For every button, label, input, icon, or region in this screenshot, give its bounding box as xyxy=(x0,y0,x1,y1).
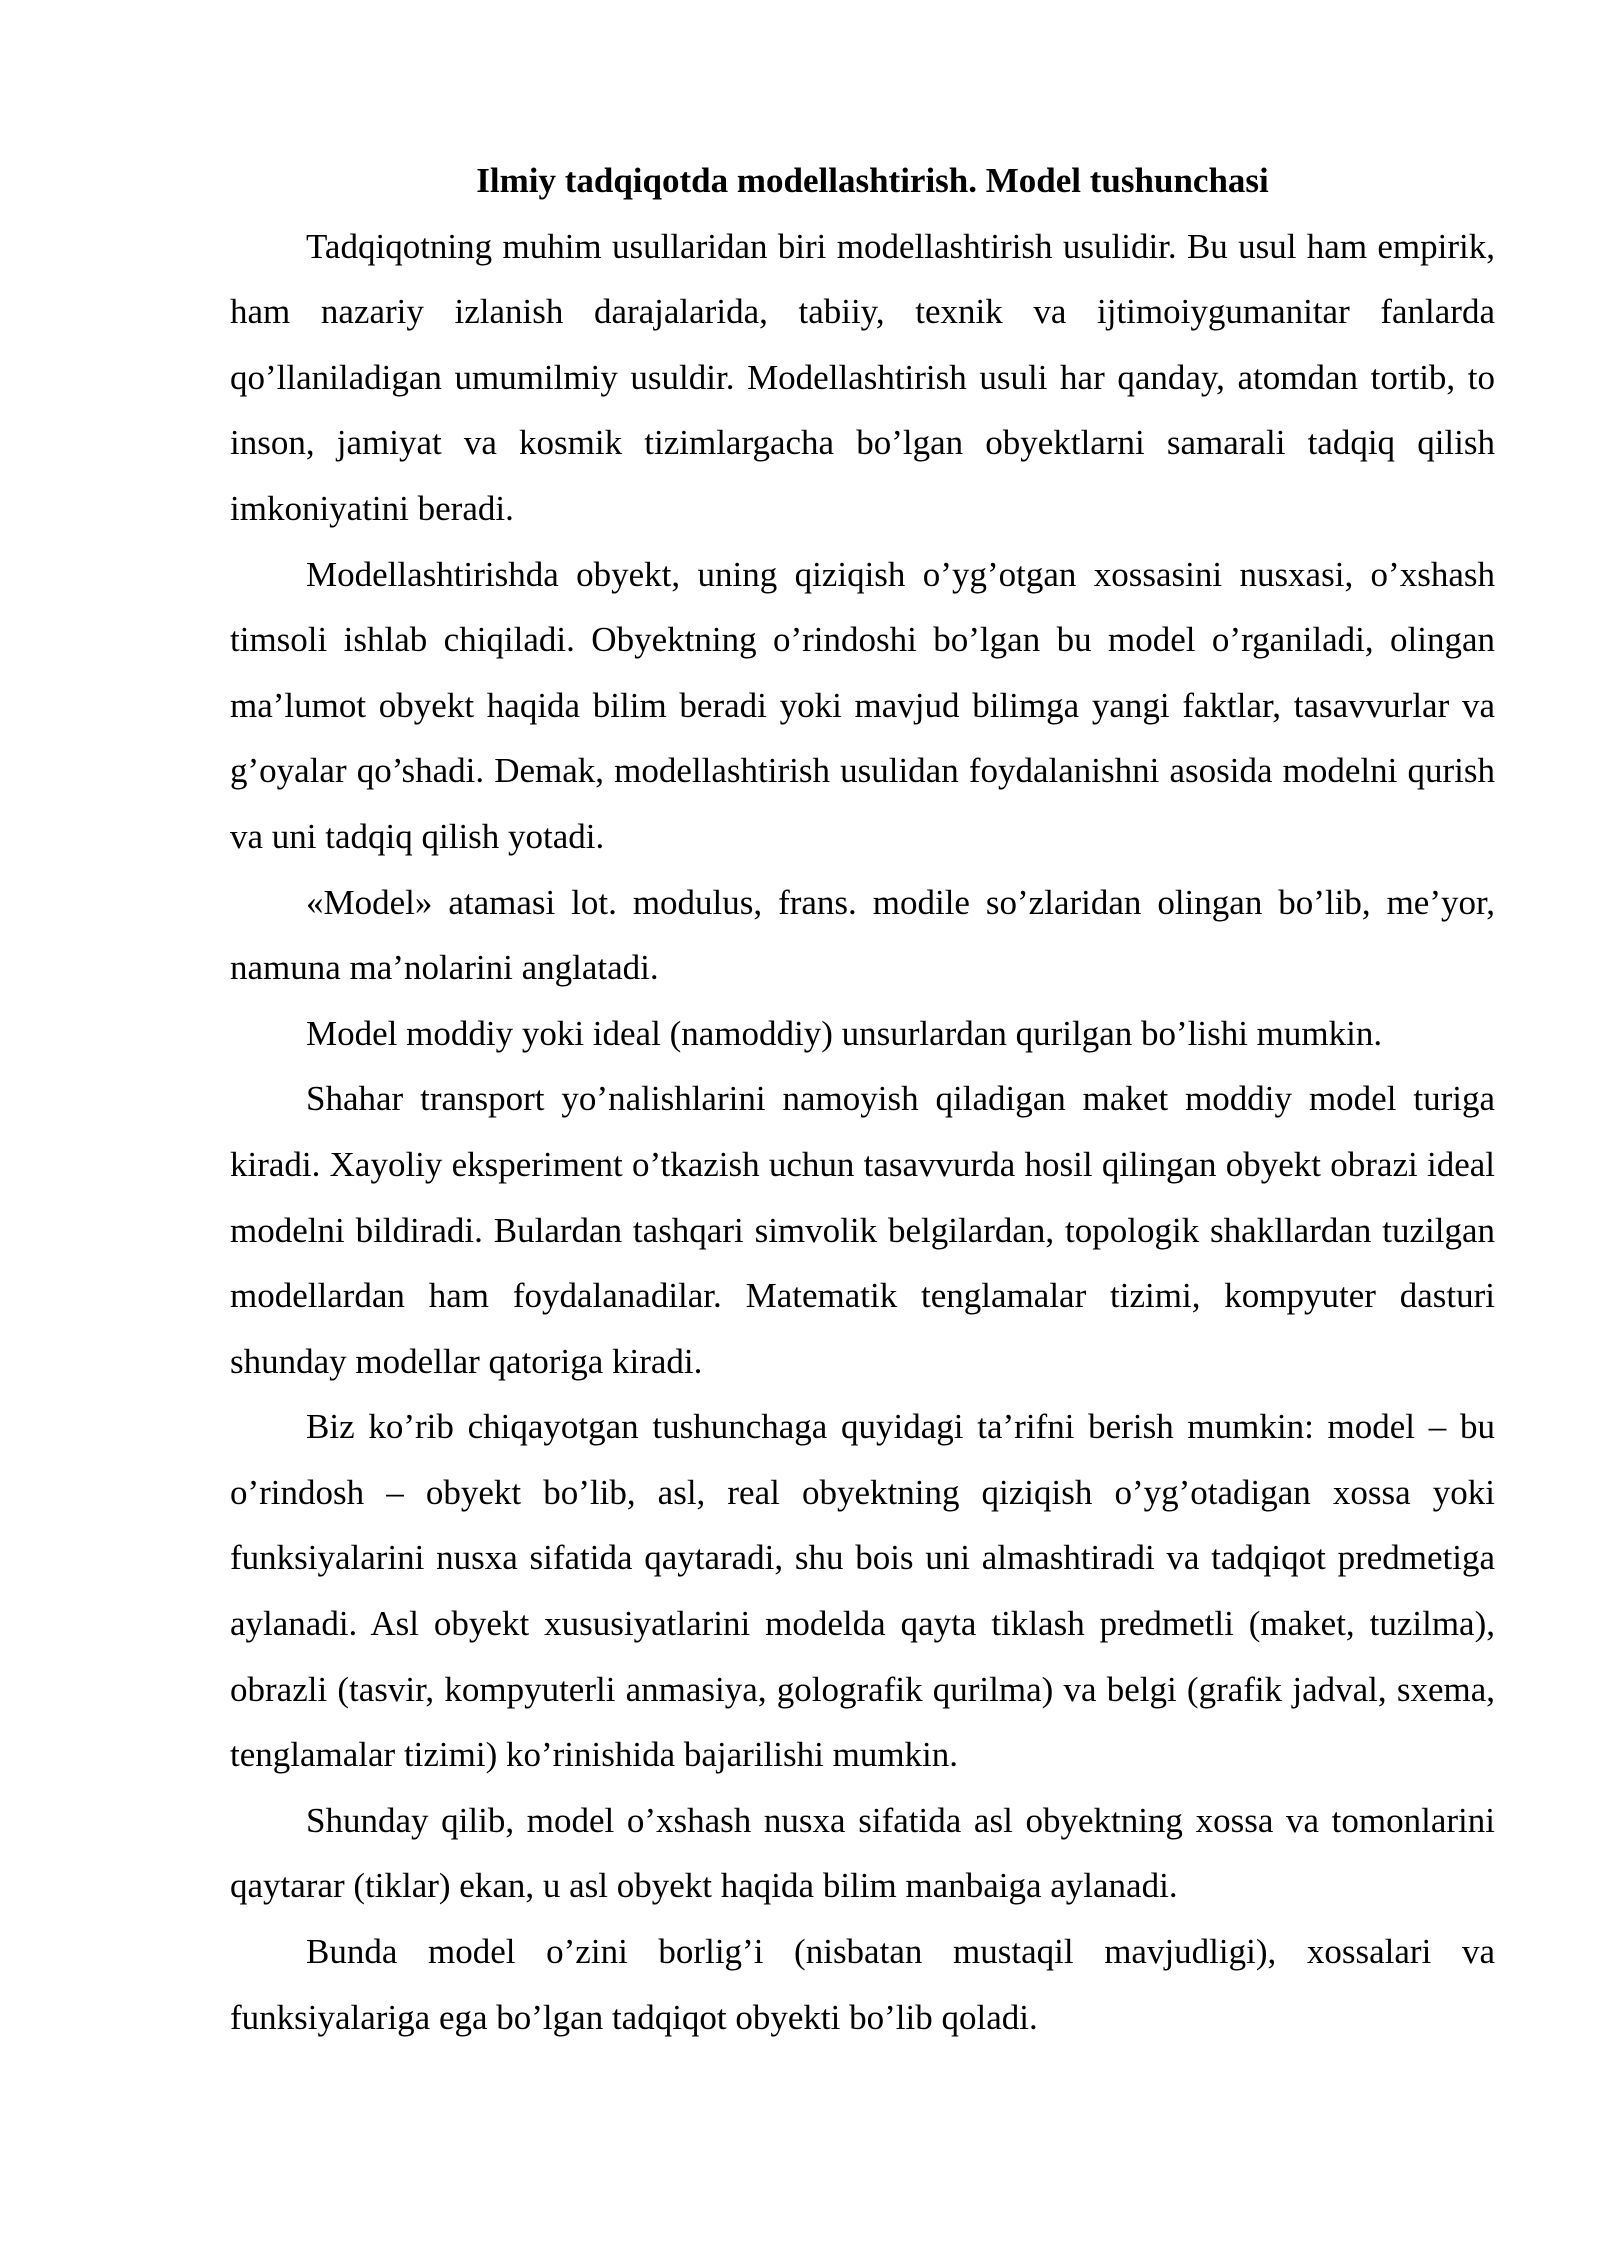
paragraph-6: Biz ko’rib chiqayotgan tushunchaga quyidagi ta’rifni berish mumkin: model – bu o’rindosh – obyekt bo’lib, asl, real obyektning qiziqish o’yg’otadigan xossa yoki funksiyalarini nusxa sifatida qaytaradi, shu bois uni almashtiradi va tadqiqot predmetiga aylanadi. Asl obyekt xususiyatlarini modelda qayta tiklash predmetli (maket, tuzilma), obrazli (tasvir, kompyuterli anmasiya, golografik qurilma) va belgi (grafik jadval, sxema, tenglamalar tizimi) ko’rinishida bajarilishi mumkin. xyxy=(230,1407,1495,1775)
paragraph-7: Shunday qilib, model o’xshash nusxa sifatida asl obyektning xossa va tomonlarini qaytarar (tiklar) ekan, u asl obyekt haqida bilim manbaiga aylanadi. xyxy=(230,1800,1495,1906)
document-title: Ilmiy tadqiqotda modellashtirish. Model tushunchasi xyxy=(476,161,1269,200)
paragraph-4: Model moddiy yoki ideal (namoddiy) unsurlardan qurilgan bo’lishi mumkin. xyxy=(306,1013,1383,1053)
paragraph-1: Tadqiqotning muhim usullaridan biri modellashtirish usulidir. Bu usul ham empirik, ham nazariy izlanish darajalarida, tabiiy, texnik va ijtimoiygumanitar fanlarda qo’llaniladigan umumilmiy usuldir. Modellashtirish usuli har qanday, atomdan tortib, to inson, jamiyat va kosmik tizimlargacha bo’lgan obyektlarni samarali tadqiq qilish imkoniyatini beradi. xyxy=(230,226,1495,528)
paragraph-2: Modellashtirishda obyekt, uning qiziqish o’yg’otgan xossasini nusxasi, o’xshash timsoli ishlab chiqiladi. Obyektning o’rindoshi bo’lgan bu model o’rganiladi, olingan ma’lumot obyekt haqida bilim beradi yoki mavjud bilimga yangi faktlar, tasavvurlar va g’oyalar qo’shadi. Demak, modellashtirish usulidan foydalanishni asosida modelni qurish va uni tadqiq qilish yotadi. xyxy=(230,554,1495,856)
paragraph-8: Bunda model o’zini borlig’i (nisbatan mustaqil mavjudligi), xossalari va funksiyalariga ega bo’lgan tadqiqot obyekti bo’lib qoladi. xyxy=(230,1932,1495,2037)
paragraph-5: Shahar transport yo’nalishlarini namoyish qiladigan maket moddiy model turiga kiradi. Xayoliy eksperiment o’tkazish uchun tasavvurda hosil qilingan obyekt obrazi ideal modelni bildiradi. Bulardan tashqari simvolik belgilardan, topologik shakllardan tuzilgan modellardan ham foydalanadilar. Matematik tenglamalar tizimi, kompyuter dasturi shunday modellar qatoriga kiradi. xyxy=(230,1079,1495,1381)
paragraph-3: «Model» atamasi lot. modulus, frans. modile so’zlaridan olingan bo’lib, me’yor, namuna ma’nolarini anglatadi. xyxy=(230,882,1495,988)
document-page xyxy=(230,148,1495,2050)
